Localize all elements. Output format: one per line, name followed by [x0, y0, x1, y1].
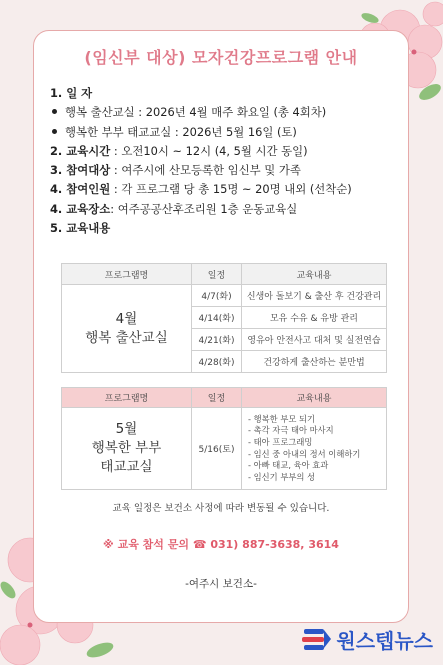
date-cell: 4/21(화) — [192, 329, 242, 351]
content-cell: 신생아 돌보기 & 출산 후 건강관리 — [242, 285, 387, 307]
table-header: 교육내용 — [242, 388, 387, 408]
info-date-birth-class: 행복 출산교실 : 2026년 4월 매주 화요일 (총 4회차) — [50, 103, 398, 122]
logo-icon — [302, 626, 332, 652]
info-content-heading: 5. 교육내용 — [50, 221, 111, 236]
list-item: - 아빠 태교, 육아 효과 — [248, 460, 329, 471]
notice-card — [33, 30, 409, 623]
info-target: 3. 참여대상 : 여주시에 산모등록한 임신부 및 가족 — [50, 163, 301, 178]
couple-class-table — [61, 387, 387, 490]
program-name-cell: 4월 행복 출산교실 — [62, 285, 192, 373]
table-header: 프로그램명 — [62, 264, 192, 285]
content-cell: 건강하게 출산하는 분만법 — [242, 351, 387, 373]
organization-name: -여주시 보건소- — [185, 578, 257, 590]
content-cell: 영유아 안전사고 대처 및 실전연습 — [242, 329, 387, 351]
bullet-icon — [52, 109, 57, 114]
info-capacity: 4. 참여인원 : 각 프로그램 당 총 15명 ~ 20명 내외 (선착순) — [50, 182, 352, 197]
logo-text: 원스텝뉴스 — [336, 628, 433, 653]
table-header: 일정 — [192, 388, 242, 408]
list-item: - 임신 중 아내의 정서 이해하기 — [248, 448, 361, 459]
date-cell: 5/16(토) — [192, 408, 242, 490]
date-cell: 4/7(화) — [192, 285, 242, 307]
list-item: - 태아 프로그래밍 — [248, 436, 313, 447]
schedule-note: 교육 일정은 보건소 사정에 따라 변동될 수 있습니다. — [112, 503, 330, 514]
page-title: (임신부 대상) 모자건강프로그램 안내 — [84, 48, 358, 67]
table-header: 일정 — [192, 264, 242, 285]
content-list-cell — [242, 408, 387, 490]
table-header: 교육내용 — [242, 264, 387, 285]
date-cell: 4/14(화) — [192, 307, 242, 329]
info-location: 4. 교육장소: 여주공공산후조리원 1층 운동교육실 — [50, 201, 298, 216]
info-time: 2. 교육시간 : 오전10시 ~ 12시 (4, 5월 시간 동일) — [50, 143, 308, 158]
info-date-heading: 1. 일 자 — [50, 86, 93, 100]
date-cell: 4/28(화) — [192, 351, 242, 373]
news-logo — [302, 625, 433, 653]
list-item: - 촉각 자극 태아 마사지 — [248, 425, 334, 436]
list-item: - 행복한 부모 되기 — [248, 413, 316, 424]
birth-class-table — [61, 263, 387, 373]
list-item: - 임신기 부부의 성 — [248, 471, 316, 482]
info-lines — [50, 84, 398, 238]
info-date-couple-class: 행복한 부부 태교교실 : 2026년 5월 16일 (토) — [50, 123, 398, 142]
program-name-cell: 5월 행복한 부부 태교교실 — [62, 408, 192, 490]
table-header: 프로그램명 — [62, 388, 192, 408]
bullet-icon — [52, 129, 57, 134]
contact-info: ※ 교육 참석 문의 ☎ 031) 887-3638, 3614 — [103, 538, 339, 551]
content-cell: 모유 수유 & 유방 관리 — [242, 307, 387, 329]
